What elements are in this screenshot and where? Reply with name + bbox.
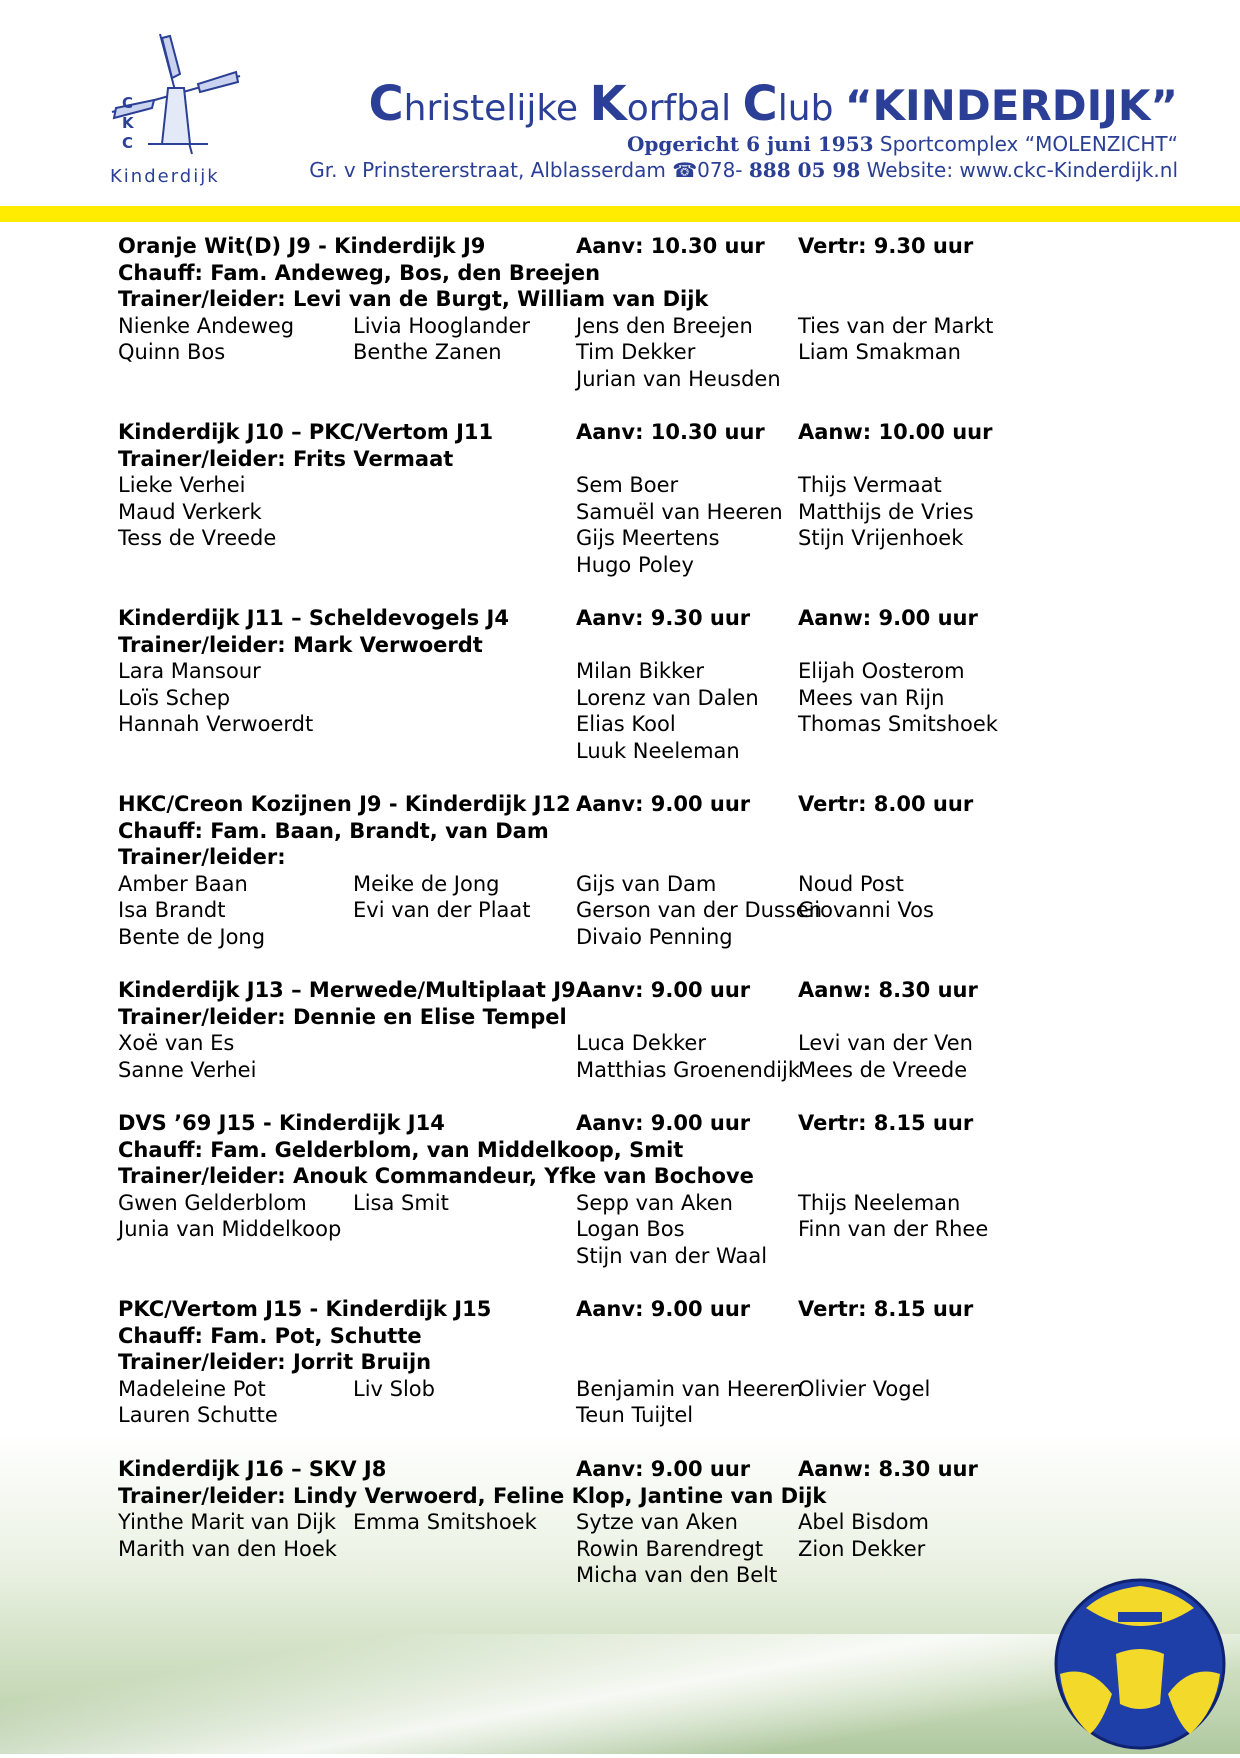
player-name: Amber Baan: [118, 871, 248, 896]
player-name: Teun Tuijtel: [576, 1403, 694, 1428]
player-name: Loïs Schep: [118, 685, 231, 710]
player-row: [118, 658, 1118, 685]
player-row: [118, 871, 1118, 898]
player-row: [118, 1509, 1118, 1536]
club-title: [368, 76, 1178, 132]
player-name: Lieke Verhei: [118, 473, 246, 498]
trainer-line: Trainer/leider: Anouk Commandeur, Yfke van Bochove: [118, 1164, 754, 1189]
player-row: [118, 339, 1118, 366]
player-name: Lauren Schutte: [118, 1403, 278, 1428]
player-name: Gijs Meertens: [576, 526, 720, 551]
title-word-korfbal: orfbal: [626, 88, 743, 129]
title-letter-c2: C: [742, 76, 778, 132]
logo-text: Kinderdijk: [110, 166, 220, 187]
arrival-time: Aanv: 9.00 uur: [576, 1297, 751, 1321]
departure-time: Aanw: 8.30 uur: [798, 1457, 978, 1481]
player-name: Rowin Barendregt: [576, 1536, 764, 1561]
match-block: [118, 1110, 1118, 1270]
player-name: Divaio Penning: [576, 924, 733, 949]
player-row: [118, 366, 1118, 393]
trainer-line: Trainer/leider: Dennie en Elise Tempel: [118, 1004, 567, 1029]
match-header: [118, 605, 1118, 632]
player-name: Lisa Smit: [353, 1190, 449, 1215]
player-row: [118, 1376, 1118, 1403]
player-row: [118, 1030, 1118, 1057]
player-name: Milan Bikker: [576, 659, 705, 684]
player-row: [118, 1190, 1118, 1217]
match-block: [118, 419, 1118, 579]
player-name: Marith van den Hoek: [118, 1536, 337, 1561]
player-row: [118, 499, 1118, 526]
match-title: DVS ’69 J15 - Kinderdijk J14: [118, 1111, 445, 1135]
player-row: [118, 711, 1118, 738]
arrival-time: Aanv: 10.30 uur: [576, 234, 765, 258]
player-row: [118, 1216, 1118, 1243]
arrival-time: Aanv: 9.00 uur: [576, 978, 751, 1002]
player-name: Liam Smakman: [798, 340, 961, 365]
player-name: Yinthe Marit van Dijk: [118, 1510, 337, 1535]
match-header: [118, 1296, 1118, 1323]
korfball-ball-image: [1050, 1574, 1230, 1754]
player-name: Madeleine Pot: [118, 1376, 266, 1401]
player-row: [118, 685, 1118, 712]
player-row: [118, 1057, 1118, 1084]
phone-number: 888 05 98: [748, 158, 861, 182]
logo-letter-c1: C: [122, 94, 134, 112]
match-header: [118, 233, 1118, 260]
match-title: Kinderdijk J16 – SKV J8: [118, 1457, 387, 1481]
player-name: Olivier Vogel: [798, 1376, 931, 1401]
player-name: Gwen Gelderblom: [118, 1190, 307, 1215]
match-title: PKC/Vertom J15 - Kinderdijk J15: [118, 1297, 492, 1321]
player-name: Noud Post: [798, 871, 904, 896]
player-name: Stijn van der Waal: [576, 1243, 768, 1268]
arrival-time: Aanv: 9.30 uur: [576, 606, 751, 630]
player-name: Hugo Poley: [576, 552, 694, 577]
match-block: [118, 605, 1118, 765]
player-name: Tim Dekker: [576, 340, 696, 365]
title-letter-k: K: [589, 76, 627, 132]
match-header: [118, 1456, 1118, 1483]
player-name: Livia Hooglander: [353, 313, 531, 338]
club-logo: [108, 32, 258, 192]
founded-text: Opgericht 6 juni 1953: [626, 132, 874, 156]
title-club-name: “KINDERDIJK”: [844, 81, 1178, 130]
player-name: Evi van der Plaat: [353, 898, 531, 923]
player-row: [118, 738, 1118, 765]
departure-time: Vertr: 9.30 uur: [798, 234, 974, 258]
match-header: [118, 977, 1118, 1004]
player-row: [118, 1536, 1118, 1563]
trainer-line: Trainer/leider: Lindy Verwoerd, Feline Klop, Jantine van Dijk: [118, 1483, 827, 1508]
player-row: [118, 1562, 1118, 1589]
player-name: Tess de Vreede: [118, 526, 277, 551]
club-subtitle: [627, 132, 1178, 156]
player-row: [118, 552, 1118, 579]
player-name: Gerson van der Dussen: [576, 898, 823, 923]
player-name: Elijah Oosterom: [798, 659, 965, 684]
player-name: Levi van der Ven: [798, 1031, 973, 1056]
player-row: [118, 1243, 1118, 1270]
title-word-club: lub: [777, 88, 845, 129]
player-name: Isa Brandt: [118, 898, 226, 923]
player-name: Zion Dekker: [798, 1536, 926, 1561]
drivers-line: Chauff: Fam. Andeweg, Bos, den Breejen: [118, 260, 601, 285]
player-name: Bente de Jong: [118, 924, 266, 949]
player-row: [118, 313, 1118, 340]
match-title: Kinderdijk J11 – Scheldevogels J4: [118, 606, 509, 630]
club-address: [309, 158, 1178, 182]
match-header: [118, 1110, 1118, 1137]
player-name: Micha van den Belt: [576, 1563, 778, 1588]
complex-text: Sportcomplex “MOLENZICHT“: [873, 132, 1178, 156]
player-row: [118, 525, 1118, 552]
player-name: Luca Dekker: [576, 1031, 706, 1056]
logo-letter-c2: C: [122, 134, 134, 152]
player-name: Matthias Groenendijk: [576, 1057, 800, 1082]
match-block: [118, 1296, 1118, 1429]
player-name: Sem Boer: [576, 473, 679, 498]
match-block: [118, 233, 1118, 393]
player-name: Abel Bisdom: [798, 1510, 929, 1535]
player-name: Xoë van Es: [118, 1031, 235, 1056]
player-row: [118, 472, 1118, 499]
player-name: Lorenz van Dalen: [576, 685, 759, 710]
drivers-line: Chauff: Fam. Gelderblom, van Middelkoop, Smit: [118, 1137, 684, 1162]
header-divider: [0, 206, 1240, 222]
departure-time: Aanw: 8.30 uur: [798, 978, 978, 1002]
match-title: Oranje Wit(D) J9 - Kinderdijk J9: [118, 234, 486, 258]
departure-time: Vertr: 8.15 uur: [798, 1297, 974, 1321]
trainer-line: Trainer/leider: Frits Vermaat: [118, 446, 454, 471]
player-name: Jurian van Heusden: [576, 366, 781, 391]
arrival-time: Aanv: 9.00 uur: [576, 1457, 751, 1481]
player-name: Maud Verkerk: [118, 499, 262, 524]
match-header: [118, 419, 1118, 446]
arrival-time: Aanv: 10.30 uur: [576, 420, 765, 444]
player-name: Quinn Bos: [118, 340, 226, 365]
player-name: Matthijs de Vries: [798, 499, 974, 524]
player-name: Thijs Vermaat: [798, 473, 942, 498]
player-row: [118, 1402, 1118, 1429]
player-name: Jens den Breejen: [576, 313, 753, 338]
drivers-line: Chauff: Fam. Pot, Schutte: [118, 1323, 422, 1348]
match-title: Kinderdijk J10 – PKC/Vertom J11: [118, 420, 494, 444]
player-name: Benthe Zanen: [353, 340, 502, 365]
player-name: Thijs Neeleman: [798, 1190, 961, 1215]
match-title: HKC/Creon Kozijnen J9 - Kinderdijk J12: [118, 792, 571, 816]
player-name: Meike de Jong: [353, 871, 500, 896]
player-name: Sanne Verhei: [118, 1057, 257, 1082]
player-name: Elias Kool: [576, 712, 676, 737]
player-name: Junia van Middelkoop: [118, 1217, 342, 1242]
player-name: Samuël van Heeren: [576, 499, 783, 524]
player-name: Logan Bos: [576, 1217, 685, 1242]
title-letter-c: C: [368, 76, 404, 132]
departure-time: Vertr: 8.15 uur: [798, 1111, 974, 1135]
title-word-christelijke: hristelijke: [403, 88, 590, 129]
match-title: Kinderdijk J13 – Merwede/Multiplaat J9: [118, 978, 576, 1002]
player-name: Gijs van Dam: [576, 871, 717, 896]
player-name: Mees van Rijn: [798, 685, 945, 710]
player-name: Finn van der Rhee: [798, 1217, 989, 1242]
player-name: Benjamin van Heeren: [576, 1376, 803, 1401]
player-name: Giovanni Vos: [798, 898, 934, 923]
player-name: Luuk Neeleman: [576, 738, 740, 763]
player-name: Emma Smitshoek: [353, 1510, 537, 1535]
player-name: Stijn Vrijenhoek: [798, 526, 964, 551]
address-text: Gr. v Prinstererstraat, Alblasserdam ☎078-: [309, 158, 749, 182]
player-name: Sytze van Aken: [576, 1510, 738, 1535]
website-text: Website: www.ckc-Kinderdijk.nl: [860, 158, 1178, 182]
match-block: [118, 1456, 1118, 1589]
trainer-line: Trainer/leider: Mark Verwoerdt: [118, 632, 483, 657]
arrival-time: Aanv: 9.00 uur: [576, 1111, 751, 1135]
departure-time: Vertr: 8.00 uur: [798, 792, 974, 816]
player-name: Mees de Vreede: [798, 1057, 968, 1082]
match-block: [118, 791, 1118, 951]
player-name: Sepp van Aken: [576, 1190, 733, 1215]
player-name: Liv Slob: [353, 1376, 435, 1401]
player-name: Nienke Andeweg: [118, 313, 295, 338]
player-name: Thomas Smitshoek: [798, 712, 998, 737]
player-row: [118, 897, 1118, 924]
match-block: [118, 977, 1118, 1083]
trainer-line: Trainer/leider:: [118, 845, 286, 870]
trainer-line: Trainer/leider: Jorrit Bruijn: [118, 1350, 432, 1375]
drivers-line: Chauff: Fam. Baan, Brandt, van Dam: [118, 818, 549, 843]
match-header: [118, 791, 1118, 818]
player-name: Ties van der Markt: [798, 313, 994, 338]
trainer-line: Trainer/leider: Levi van de Burgt, William van Dijk: [118, 287, 709, 312]
player-name: Hannah Verwoerdt: [118, 712, 314, 737]
player-name: Lara Mansour: [118, 659, 261, 684]
player-row: [118, 924, 1118, 951]
logo-letter-k: K: [122, 114, 134, 132]
departure-time: Aanw: 9.00 uur: [798, 606, 978, 630]
arrival-time: Aanv: 9.00 uur: [576, 792, 751, 816]
departure-time: Aanw: 10.00 uur: [798, 420, 993, 444]
